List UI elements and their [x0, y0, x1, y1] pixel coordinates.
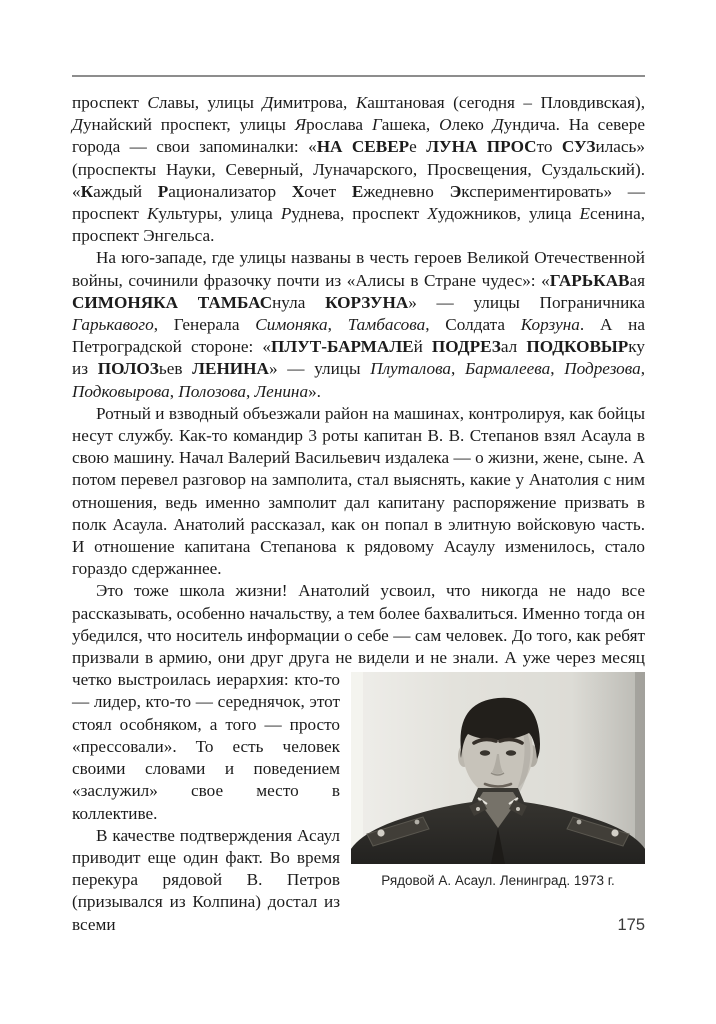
text-run: ПОДКОВЫР	[526, 337, 629, 357]
photo-caption: Рядовой А. Асаул. Ленинград. 1973 г.	[381, 873, 615, 889]
text-run: ,	[245, 381, 255, 401]
text-run: е	[409, 137, 427, 157]
text-run: ая	[629, 270, 645, 290]
text-run: ал	[500, 337, 527, 357]
text-run: ЛУНА ПРОС	[426, 137, 537, 157]
text-run: Я	[294, 115, 307, 135]
text-run: имитрова,	[273, 93, 356, 112]
text-run: лавы, улицы	[158, 93, 263, 112]
text-run: кспериментировать» — проспект	[72, 181, 645, 224]
paragraph	[72, 403, 645, 581]
paragraph	[72, 92, 645, 247]
text-run: » — улицы Пограничника	[408, 292, 645, 312]
text-run: проспект	[72, 93, 148, 112]
text-run: . А на Петроградской стороне: «	[72, 315, 645, 357]
text-run: О	[439, 115, 452, 135]
text-run: К	[80, 181, 94, 201]
text-run: К	[146, 204, 159, 224]
text-run: КОРЗУНА	[325, 292, 409, 312]
header-rule	[72, 75, 645, 77]
text-run: Г	[371, 115, 382, 135]
text-run: В качестве подтверждения Асаул приводит еще один факт. Во время перекура рядовой В. Петров (призывался из Колпина) достал из всеми	[72, 825, 340, 934]
text-run: удожников, улица	[437, 204, 580, 224]
text-run: аждый	[93, 181, 158, 201]
text-run: то	[536, 137, 562, 157]
paragraph	[72, 247, 645, 402]
text-run: ашека,	[381, 115, 440, 135]
text-run: Ротный и взводный объезжали район на машинах, контролируя, как бойцы несут службу. Как-то командир 3 роты капитан В. В. Степанов взял Асаула в свою машину. Начал Валерий Васильевич издалека — о жизни, жене, сыне. А потом перевел разговор на замполита, стал выяснять, какие у Анатолия с ним отношения, ведь именно замполит дал капитану распоряжение призвать в полк Асаула. Анатолий рассказал, как он попал в элитную войсковую часть. И отношение капитана Степанова к рядовому Асаулу изменилось, стало гораздо сдержаннее.	[72, 403, 645, 579]
text-run: Е	[351, 181, 364, 201]
text-run: Подковырова	[72, 381, 170, 401]
text-run: Ленина	[254, 381, 309, 401]
text-run: ,	[640, 359, 645, 379]
text-run: ГАРЬКАВ	[549, 270, 630, 290]
text-run: Корзуна	[520, 315, 580, 335]
text-run: Р	[157, 181, 169, 201]
text-run: Д	[492, 115, 504, 135]
text-run: К	[355, 93, 368, 112]
text-run: Тамбасова	[347, 315, 426, 335]
text-run: Е	[579, 204, 591, 224]
page-number: 175	[617, 916, 645, 934]
text-run: леко	[451, 115, 493, 135]
text-run: ьев	[158, 359, 193, 379]
text-run: Полозова	[178, 381, 246, 401]
text-run: Симоняка	[255, 315, 328, 335]
text-run: На юго-западе, где улицы названы в честь героев Великой Отечественной войны, сочинили фразочку почти из «Алисы в Стране чудес»: «	[72, 248, 645, 290]
text-run: Д	[262, 93, 274, 112]
text-column	[72, 92, 645, 936]
text-run: ЛЕНИНА	[192, 359, 269, 379]
text-run: СУЗ	[561, 137, 596, 157]
text-run: месяц четко выстроилась иерархия: кто-то — лидер, кто-то — середнячок, этот стоял особняком, а того — просто «прессовали». То есть человек своими словами и поведением «заслужил» свое место в коллективе.	[72, 648, 645, 823]
text-run: С	[147, 93, 159, 112]
text-run: НА СЕВЕР	[316, 137, 410, 157]
text-run: Подрезова	[564, 359, 641, 379]
text-run: ультуры, улица	[158, 204, 281, 224]
text-run: жедневно	[363, 181, 450, 201]
text-run: ационализатор	[168, 181, 292, 201]
text-run: ,	[550, 359, 565, 379]
text-run: ,	[327, 315, 348, 335]
text-run: Бармалеева	[465, 359, 551, 379]
text-run: Э	[449, 181, 462, 201]
text-run: ».	[308, 381, 321, 401]
text-run: Гарькавого	[72, 315, 154, 335]
text-run: ПЛУТ-БАРМАЛЕ	[270, 337, 414, 357]
text-run: унайский проспект, улицы	[82, 115, 295, 135]
soldier-photo-figure	[351, 672, 645, 889]
text-run: аштановая (сегодня – Пловдивская),	[367, 93, 646, 112]
text-run: Р	[280, 204, 292, 224]
text-run: Плуталова	[370, 359, 452, 379]
text-run: й	[413, 337, 432, 357]
text-run: Это тоже школа жизни! Анатолий усвоил, что никогда не надо все рассказывать, особенно начальству, а тем более бахвалиться. Именно тогда он убедился, что носитель информации о себе — сам человек. До того, как ребят призвали в армию, они друг друга не видели и не знали. А уже через	[72, 581, 645, 668]
text-run: сенина, проспект Энгельса.	[72, 204, 646, 246]
text-run: ПОДРЕЗ	[431, 337, 501, 357]
text-run: Д	[72, 115, 83, 135]
text-run: уднева, проспект	[291, 204, 428, 224]
text-run: , Солдата	[425, 315, 521, 335]
text-run: ,	[451, 359, 466, 379]
text-run: Х	[427, 204, 438, 224]
text-run: , Генерала	[153, 315, 256, 335]
text-run: Х	[291, 181, 305, 201]
text-run: ундича. На севере города — свои запоминалки: «	[72, 115, 645, 157]
soldier-portrait-photo	[351, 672, 645, 864]
text-run: очет	[304, 181, 352, 201]
text-run: нула	[272, 292, 326, 312]
text-run: ку из	[72, 337, 645, 379]
text-run: илась» (проспекты Науки, Северный, Луначарского, Просвещения, Суздальский). «	[72, 137, 645, 201]
text-run: СИМОНЯКА ТАМБАС	[72, 292, 273, 312]
text-run: ,	[169, 381, 179, 401]
text-run: рослава	[306, 115, 372, 135]
text-run: » — улицы	[268, 359, 371, 379]
text-run: ПОЛОЗ	[97, 359, 159, 379]
